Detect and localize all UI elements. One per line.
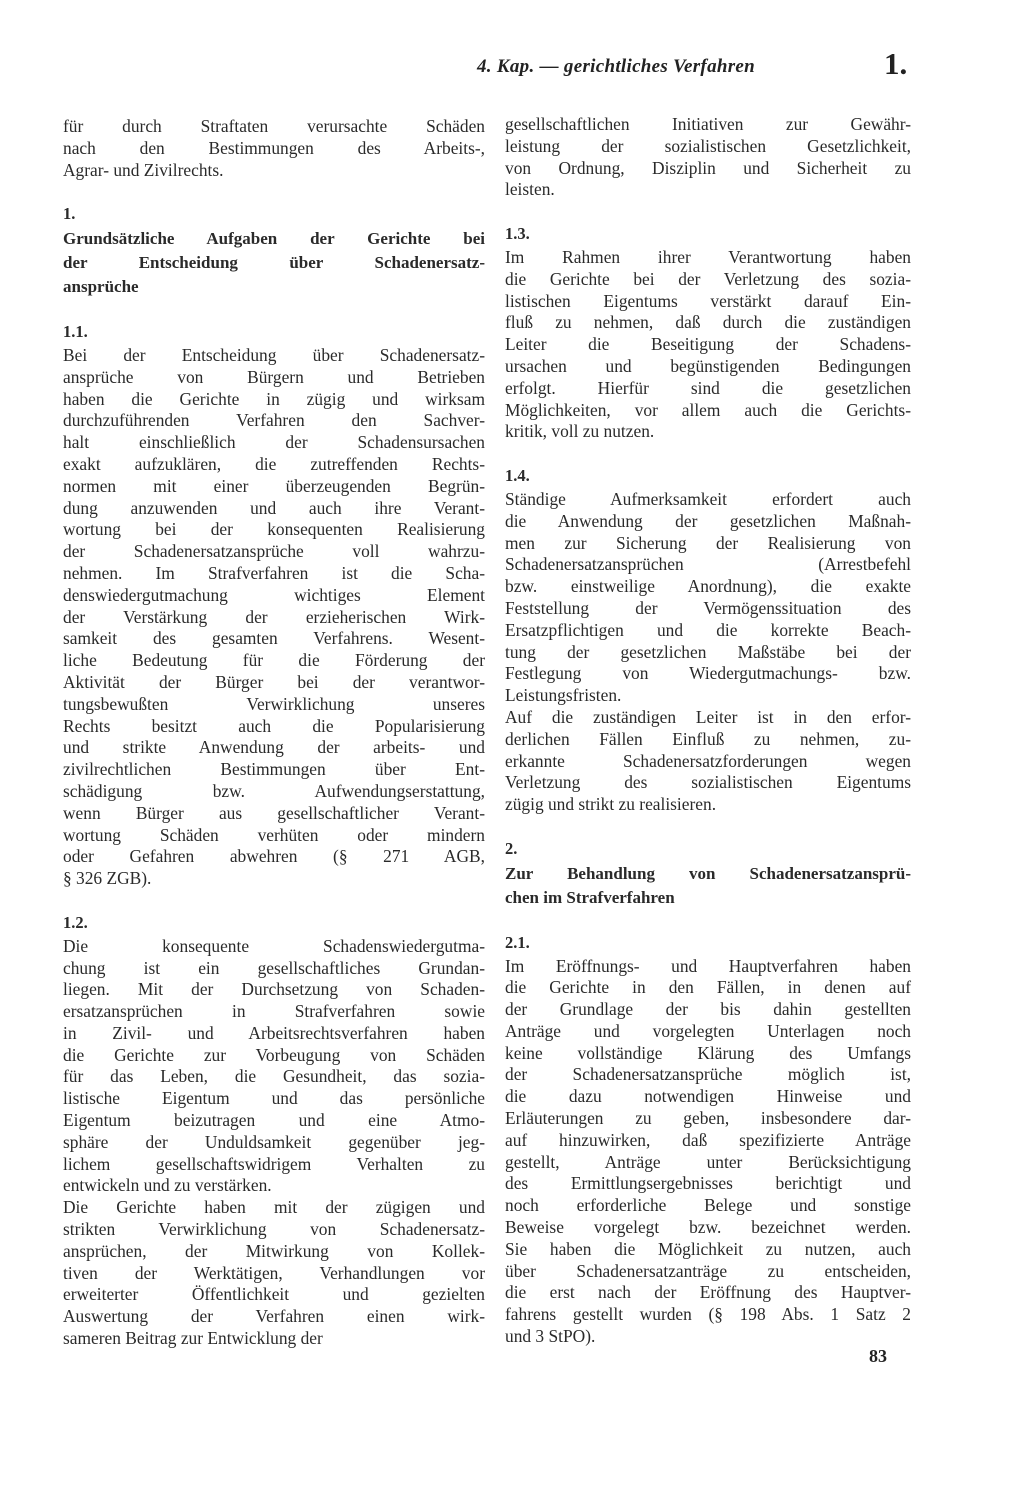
text-line: Leiter die Beseitigung der Schadens- <box>505 334 911 355</box>
text-line: und strikte Anwendung der arbeits- und <box>63 737 485 758</box>
section-paragraph <box>505 247 911 443</box>
text-line: normen mit einer überzeugenden Begrün- <box>63 475 485 496</box>
page-number: 83 <box>869 1346 887 1366</box>
text-line: ansprüche <box>63 277 139 297</box>
text-line: Im Eröffnungs- und Hauptverfahren haben <box>505 955 911 976</box>
chapter-number: 1. <box>884 46 908 81</box>
text-line: Leistungsfristen. <box>505 685 622 706</box>
text-line: gestellt, Anträge unter Berücksichtigung <box>505 1151 911 1172</box>
section-number: 1.2. <box>63 912 88 932</box>
text-line: bzw. einstweilige Anordnung), die exakte <box>505 576 911 597</box>
text-line: ursachen und begünstigenden Bedingungen <box>505 355 911 376</box>
text-line: men zur Sicherung der Realisierung von <box>505 532 911 553</box>
text-line: für durch Straftaten verursachte Schäden <box>63 116 485 136</box>
text-line: tung der gesetzlichen Maßstäbe bei der <box>505 641 911 662</box>
left-column <box>63 116 485 1350</box>
text-line: exakt aufzuklären, die zutreffenden Rechts- <box>63 453 485 474</box>
intro-paragraph <box>505 114 911 201</box>
text-line: Bei der Entscheidung über Schadenersatz- <box>63 344 485 365</box>
section-number: 1.3. <box>505 224 530 244</box>
text-line: chung ist ein gesellschaftliches Grundan- <box>63 957 485 978</box>
text-line: liche Bedeutung für die Förderung der <box>63 650 485 671</box>
section-number: 2. <box>505 838 518 858</box>
section-heading <box>505 862 911 910</box>
text-line: in Zivil- und Arbeitsrechtsverfahren haben <box>63 1022 485 1043</box>
right-column <box>505 114 911 1348</box>
text-line: tungsbewußten Verwirklichung unseres <box>63 693 485 714</box>
text-line: listische Eigentum und das persönliche <box>63 1088 485 1109</box>
text-line: leistung der sozialistischen Gesetzlichkeit, <box>505 135 911 156</box>
text-line: Agrar- und Zivilrechts. <box>63 159 224 180</box>
text-line: entwickeln und zu verstärken. <box>63 1175 272 1196</box>
text-line: noch erforderliche Belege und sonstige <box>505 1195 911 1216</box>
text-line: keine vollständige Klärung des Umfangs <box>505 1042 911 1063</box>
text-line: halt einschließlich der Schadensursachen <box>63 432 485 453</box>
text-line: § 326 ZGB). <box>63 868 152 889</box>
text-line: Rechts besitzt auch die Popularisierung <box>63 715 485 736</box>
text-line: Verletzung des sozialistischen Eigentums <box>505 772 911 793</box>
text-line: dung anzuwenden und auch ihre Verant- <box>63 497 485 518</box>
text-line: fahrens gestellt wurden (§ 198 Abs. 1 Satz 2 <box>505 1304 911 1325</box>
text-line: die erst nach der Eröffnung des Hauptver- <box>505 1282 911 1303</box>
section-number: 1.4. <box>505 466 530 486</box>
text-line: sameren Beitrag zur Entwicklung der <box>63 1328 323 1349</box>
section-heading <box>63 227 485 299</box>
section-paragraph <box>63 936 485 1350</box>
text-line: die Anwendung der gesetzlichen Maßnah- <box>505 510 911 531</box>
text-line: Sie haben die Möglichkeit zu nutzen, auch <box>505 1238 911 1259</box>
intro-paragraph <box>63 116 485 181</box>
text-line: die Gerichte bei der Verletzung des sozia- <box>505 268 911 289</box>
text-line: fluß zu nehmen, daß durch die zuständigen <box>505 312 911 333</box>
text-line: der Verstärkung der erzieherischen Wirk- <box>63 606 485 627</box>
text-line: erkannte Schadenersatzforderungen wegen <box>505 750 911 771</box>
section-paragraph <box>505 489 911 816</box>
text-line: über Schadenersatzanträge zu entscheiden, <box>505 1260 911 1281</box>
text-line: für das Leben, die Gesundheit, das sozia- <box>63 1066 485 1087</box>
text-line: Erläuterungen zu geben, insbesondere dar- <box>505 1108 911 1129</box>
text-line: die Gerichte zur Vorbeugung von Schäden <box>63 1044 485 1065</box>
text-line: erfolgt. Hierfür sind die gesetzlichen <box>505 377 911 398</box>
text-line: Ersatzpflichtigen und die korrekte Beach- <box>505 619 911 640</box>
text-line: von Ordnung, Disziplin und Sicherheit zu <box>505 157 911 178</box>
text-line: schädigung bzw. Aufwendungserstattung, <box>63 780 485 801</box>
section-paragraph <box>63 345 485 890</box>
text-line: nach den Bestimmungen des Arbeits-, <box>63 137 485 158</box>
text-line: Eigentum beizutragen und eine Atmo- <box>63 1110 485 1131</box>
text-line: chen im Strafverfahren <box>505 887 675 907</box>
text-line: der Schadenersatzansprüche voll wahrzu- <box>63 541 485 562</box>
text-line: die Gerichte in den Fällen, in denen auf <box>505 977 911 998</box>
running-header: 4. Kap. — gerichtliches Verfahren <box>477 56 756 77</box>
text-line: Beweise vorgelegt bzw. bezeichnet werden. <box>505 1217 911 1238</box>
text-line: tiven der Werktätigen, Verhandlungen vor <box>63 1262 485 1283</box>
text-line: Aktivität der Bürger bei der verantwor- <box>63 671 485 692</box>
text-line: Auswertung der Verfahren einen wirk- <box>63 1306 485 1327</box>
text-line: samkeit des gesamten Verfahrens. Wesent- <box>63 628 485 649</box>
text-line: gesellschaftlichen Initiativen zur Gewähr- <box>505 114 911 134</box>
text-line: Feststellung der Vermögenssituation des <box>505 597 911 618</box>
text-line: Die konsequente Schadenswiedergutma- <box>63 935 485 956</box>
text-line: kritik, voll zu nutzen. <box>505 421 655 442</box>
text-line: Ständige Aufmerksamkeit erfordert auch <box>505 488 911 509</box>
text-line: Auf die zuständigen Leiter ist in den erfor- <box>505 706 911 727</box>
text-line: durchzuführenden Verfahren den Sachver- <box>63 410 485 431</box>
section-number: 2.1. <box>505 932 530 952</box>
text-line: des Ermittlungsergebnisses berichtigt und <box>505 1173 911 1194</box>
text-line: der Grundlage der bis dahin gestellten <box>505 999 911 1020</box>
text-line: denswiedergutmachung wichtiges Element <box>63 584 485 605</box>
text-line: Im Rahmen ihrer Verantwortung haben <box>505 246 911 267</box>
text-line: Festlegung von Wiedergutmachungs- bzw. <box>505 663 911 684</box>
text-line: ansprüchen, der Mitwirkung von Kollek- <box>63 1240 485 1261</box>
text-line: wenn Bürger aus gesellschaftlicher Verant- <box>63 802 485 823</box>
text-line: Möglichkeiten, vor allem auch die Gerichts- <box>505 399 911 420</box>
text-line: wortung bei der konsequenten Realisierung <box>63 519 485 540</box>
text-line: der Schadenersatzansprüche möglich ist, <box>505 1064 911 1085</box>
text-line: liegen. Mit der Durchsetzung von Schaden- <box>63 979 485 1000</box>
text-line: oder Gefahren abwehren (§ 271 AGB, <box>63 846 485 867</box>
text-line: haben die Gerichte in zügig und wirksam <box>63 388 485 409</box>
text-line: nehmen. Im Strafverfahren ist die Scha- <box>63 562 485 583</box>
text-line: zivilrechtlichen Bestimmungen über Ent- <box>63 759 485 780</box>
text-line: Grundsätzliche Aufgaben der Gerichte bei <box>63 229 485 249</box>
text-line: zügig und strikt zu realisieren. <box>505 794 717 815</box>
section-number: 1. <box>63 204 76 224</box>
text-line: der Entscheidung über Schadenersatz- <box>63 253 485 273</box>
text-line: ansprüche von Bürgern und Betrieben <box>63 366 485 387</box>
text-line: ersatzansprüchen in Strafverfahren sowie <box>63 1001 485 1022</box>
text-line: und 3 StPO). <box>505 1326 596 1347</box>
section-paragraph <box>505 956 911 1348</box>
section-number: 1.1. <box>63 322 88 342</box>
text-line: sphäre der Unduldsamkeit gegenüber jeg- <box>63 1131 485 1152</box>
text-line: listischen Eigentums verstärkt darauf Ein- <box>505 290 911 311</box>
text-line: Anträge und vorgelegten Unterlagen noch <box>505 1020 911 1041</box>
text-line: derlichen Fällen Einfluß zu nehmen, zu- <box>505 728 911 749</box>
text-line: leisten. <box>505 179 555 200</box>
text-line: erweiterter Öffentlichkeit und gezielten <box>63 1284 485 1305</box>
text-line: strikten Verwirklichung von Schadenersatz- <box>63 1219 485 1240</box>
text-line: Die Gerichte haben mit der zügigen und <box>63 1197 485 1218</box>
text-line: lichem gesellschaftswidrigem Verhalten zu <box>63 1153 485 1174</box>
text-line: Schadenersatzansprüchen (Arrestbefehl <box>505 554 911 575</box>
text-line: auf hinzuwirken, daß spezifizierte Anträge <box>505 1129 911 1150</box>
text-line: wortung Schäden verhüten oder mindern <box>63 824 485 845</box>
text-line: die dazu notwendigen Hinweise und <box>505 1086 911 1107</box>
text-line: Zur Behandlung von Schadenersatzansprü- <box>505 863 911 883</box>
